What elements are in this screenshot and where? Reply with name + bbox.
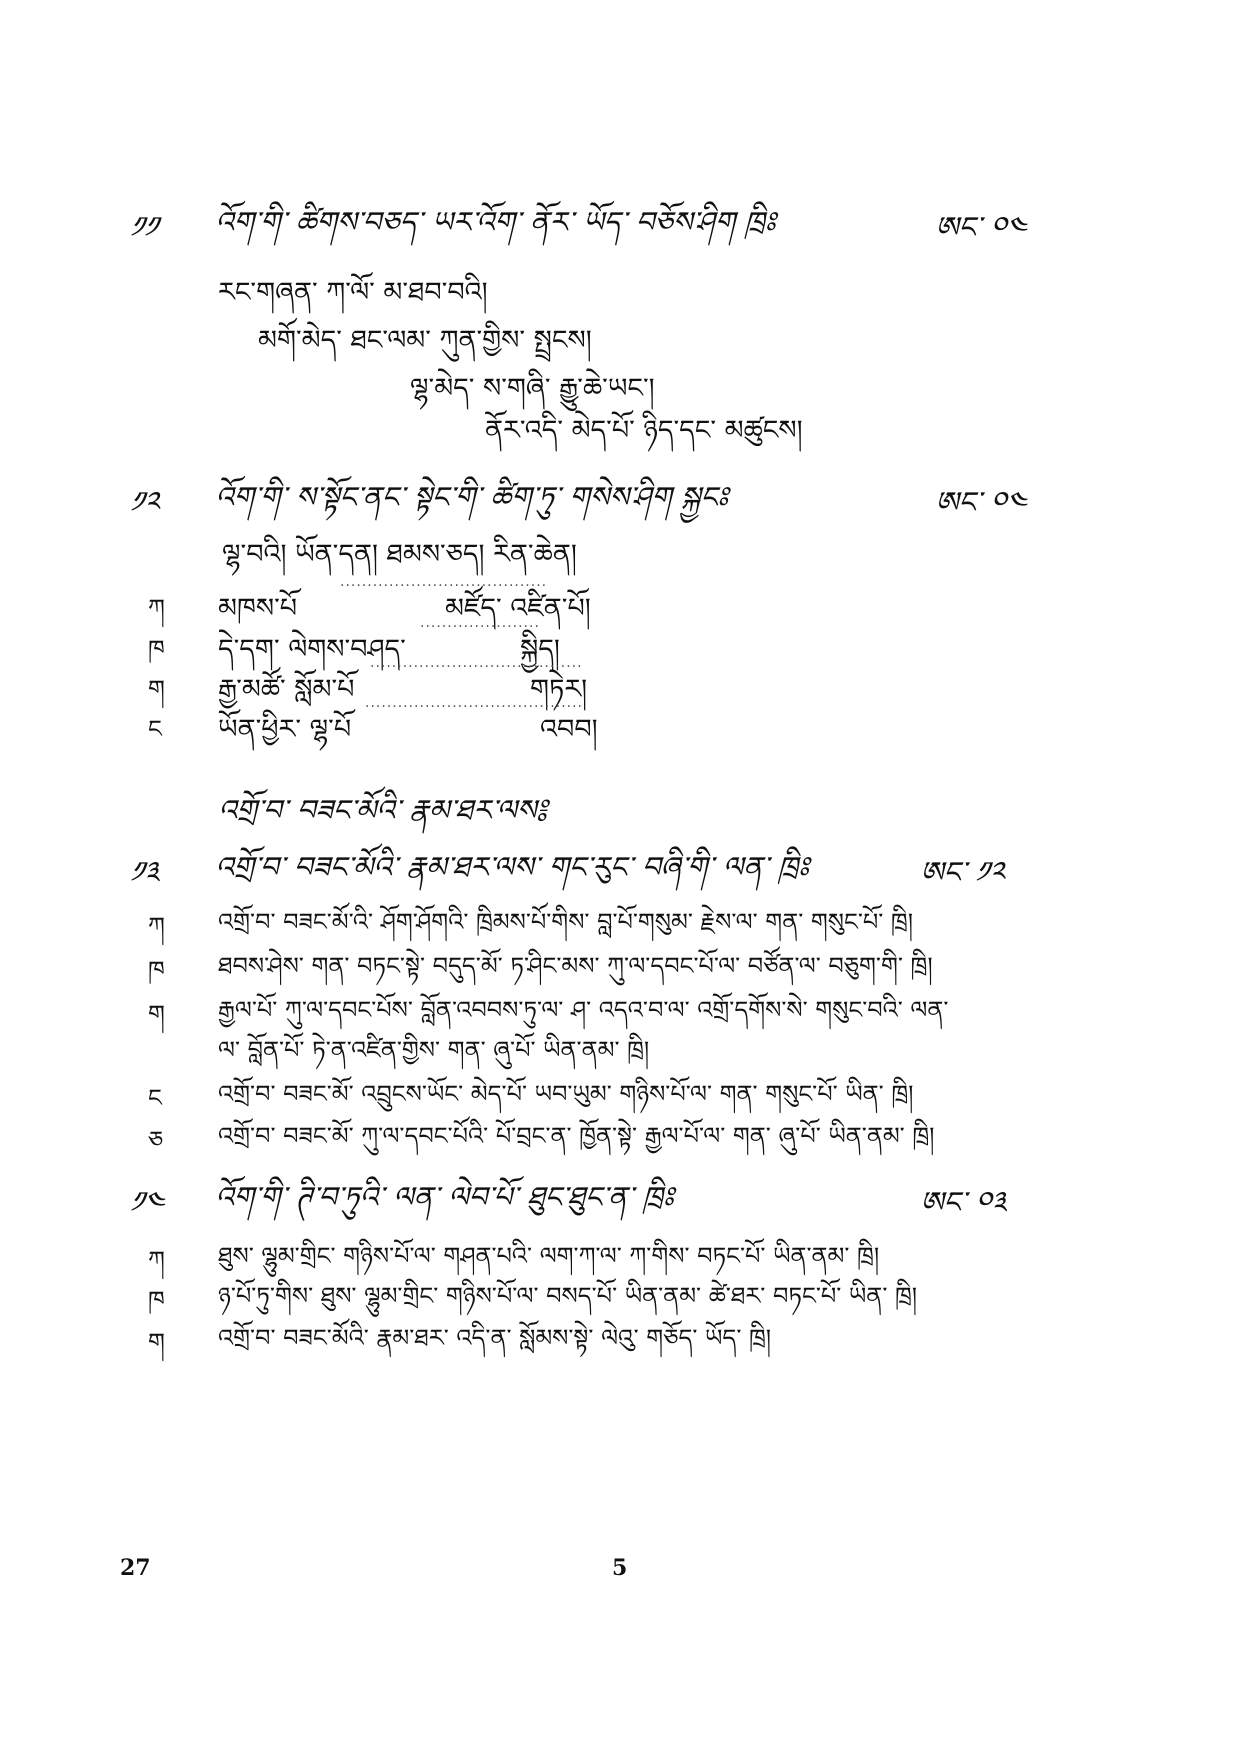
option-left: རྒྱ་མཚོ་ སློམ་པོ (218, 674, 355, 705)
question-number: ༡༡ (130, 210, 159, 244)
item-label: ག (148, 1328, 165, 1356)
item-text-continued: ལ་ བློན་པོ་ ཏེ་ན་འཛིན་གྱིས་ གན་ ཞུ་པོ་ ཡིན་ནམ་ ཁྲི། (218, 1036, 650, 1064)
question-text: འགྲོ་བ་ བཟང་མོའི་ རྣམ་ཐར་ལས་ གང་རུང་ བཞི་གི་ ལན་ ཁྲིཿ (215, 850, 809, 884)
blank-dots: ········································ (365, 699, 584, 715)
blank-dots: ······································· (370, 659, 583, 675)
verse-line: མགོ་མེད་ ཐང་ལམ་ ཀུན་གྱིས་ སྤྲངས། (258, 325, 592, 356)
item-label: ཀ (148, 912, 165, 940)
item-label: ཅ (148, 1126, 164, 1154)
item-label: ཁ (148, 1286, 165, 1314)
question-number: ༡༢ (130, 485, 160, 519)
option-label: ཁ (148, 635, 165, 663)
option-label: ང (148, 715, 162, 743)
verse-line: རང་གཞན་ ཀ་ལོ་ མ་ཐབ་བའི། (218, 277, 488, 308)
option-label: ག (148, 675, 165, 703)
paper-code: 27 (120, 1555, 151, 1581)
section-heading: འགྲོ་བ་ བཟང་མོའི་ རྣམ་ཐར་ལས༔ (218, 793, 548, 827)
option-right: གཏེར། (530, 674, 588, 705)
item-label: ཁ (148, 956, 165, 984)
item-text: རྒྱལ་པོ་ ཀུ་ལ་དབང་པོས་ བློན་འབབས་ཏུ་ལ་ ཤ་ འདའ་བ་ལ་ འགྲོ་དགོས་སེ་ གསུང་བའི་ ལན་ (218, 996, 949, 1024)
question-text: འོག་གི་ ཚིགས་བཅད་ ཡར་འོག་ ནོར་ ཡོད་ བཅོས་ཤིག ཁྲིཿ (215, 205, 776, 239)
marks: ཨང༌ ༠༣ (920, 1185, 1007, 1219)
question-text: འོག་གི་ ས་སྟོང་ནང་ སྟེང་གི་ ཚིག་ཏུ་ གསེས་ཤིག སྐྱངཿ (215, 480, 729, 514)
question-number: ༡༤ (130, 1185, 164, 1219)
item-label: ཀ (148, 1246, 165, 1274)
marks: ཨང༌ ༠༤ (935, 485, 1027, 519)
item-text: འགྲོ་བ་ བཟང་མོ་ ཀུ་ལ་དབང་པོའི་ པོ་བྲང་ན་ ཁྱོན་སྟེ་ རྒྱལ་པོ་ལ་ གན་ ཞུ་པོ་ ཡིན་ནམ་ ཁྲི། (218, 1122, 935, 1150)
marks: ཨང༌ ༠༤ (935, 210, 1027, 244)
item-label: ག (148, 1000, 165, 1028)
word-bank: ལྷ་བའི། ཡོན་དན། ཐམས་ཅད། རིན་ཆེན། (222, 539, 577, 570)
item-text: འགྲོ་བ་ བཟང་མོའི་ རྣམ་ཐར་ འདི་ན་ སློམས་སྟེ་ ལེའུ་ གཅོད་ ཡོད་ ཁྲི། (218, 1324, 772, 1352)
item-text: འགྲོ་བ་ བཟང་མོ་ འབྲུངས་ཡོང་ མེད་པོ་ ཡབ་ཡུམ་ གཉིས་པོ་ལ་ གན་ གསུང་པོ་ ཡིན་ ཁྲི། (218, 1080, 914, 1108)
option-label: ཀ (148, 594, 165, 622)
option-left: མཁས་པོ (218, 593, 298, 624)
item-text: ཐུས་ ལྷུམ་གྲིང་ གཉིས་པོ་ལ་ གཤན་པའི་ ལག་ཀ་ལ་ ཀ་གིས་ བཏང་པོ་ ཡིན་ནམ་ ཁྲི། (218, 1242, 880, 1270)
blank-dots: ······················ (420, 619, 540, 635)
blank-dots: ······································ (340, 578, 548, 594)
option-right: སྐྱིད། (520, 634, 560, 665)
option-right: འབབ། (540, 714, 598, 745)
option-left: དེ་དག་ ལེགས་བཤད་ (218, 634, 406, 665)
verse-line: ནོར་འདི་ མེད་པོ་ ཉིད་དང་ མཚུངས། (485, 415, 803, 446)
verse-line: ལྷ་མེད་ ས་གཞི་ རྒྱུ་ཆེ་ཡང་། (410, 373, 655, 404)
option-left: ཡོན་ཕྱིར་ ལྷ་པོ (218, 714, 352, 745)
item-text: འགྲོ་བ་ བཟང་མོ་འི་ ཤོག་ཤོགའི་ ཁྲིམས་པོ་གིས་ བླ་པོ་གསུམ་ རྗེས་ལ་ གན་ གསུང་པོ་ ཁྲི། (218, 908, 914, 936)
option-right: མཛོད་ འཛིན་པོ། (445, 593, 591, 624)
page-number: 5 (612, 1555, 628, 1581)
question-text: འོག་གི་ ཊི་བ་ཏུའི་ ལན་ ལེབ་པོ་ ཐུང་ཐུང་ན་ ཁྲིཿ (215, 1180, 674, 1214)
item-text: ཐབས་ཤེས་ གན་ བཏང་སྟེ་ བདུད་མོ་ ཏ་ཤིང་མས་ ཀུ་ལ་དབང་པོ་ལ་ བཙོན་ལ་ བཅུག་གི་ ཁྲི། (218, 952, 933, 980)
item-label: ང (148, 1084, 162, 1112)
item-text: ཉ་པོ་ཏུ་གིས་ ཐུས་ ལྷུམ་གྲིང་ གཉིས་པོ་ལ་ བསད་པོ་ ཡིན་ནམ་ ཚེ་ཐར་ བཏང་པོ་ ཡིན་ ཁྲི། (218, 1282, 918, 1310)
marks: ཨང༌ ༡༢ (920, 855, 1005, 889)
question-number: ༡༣ (130, 855, 160, 889)
